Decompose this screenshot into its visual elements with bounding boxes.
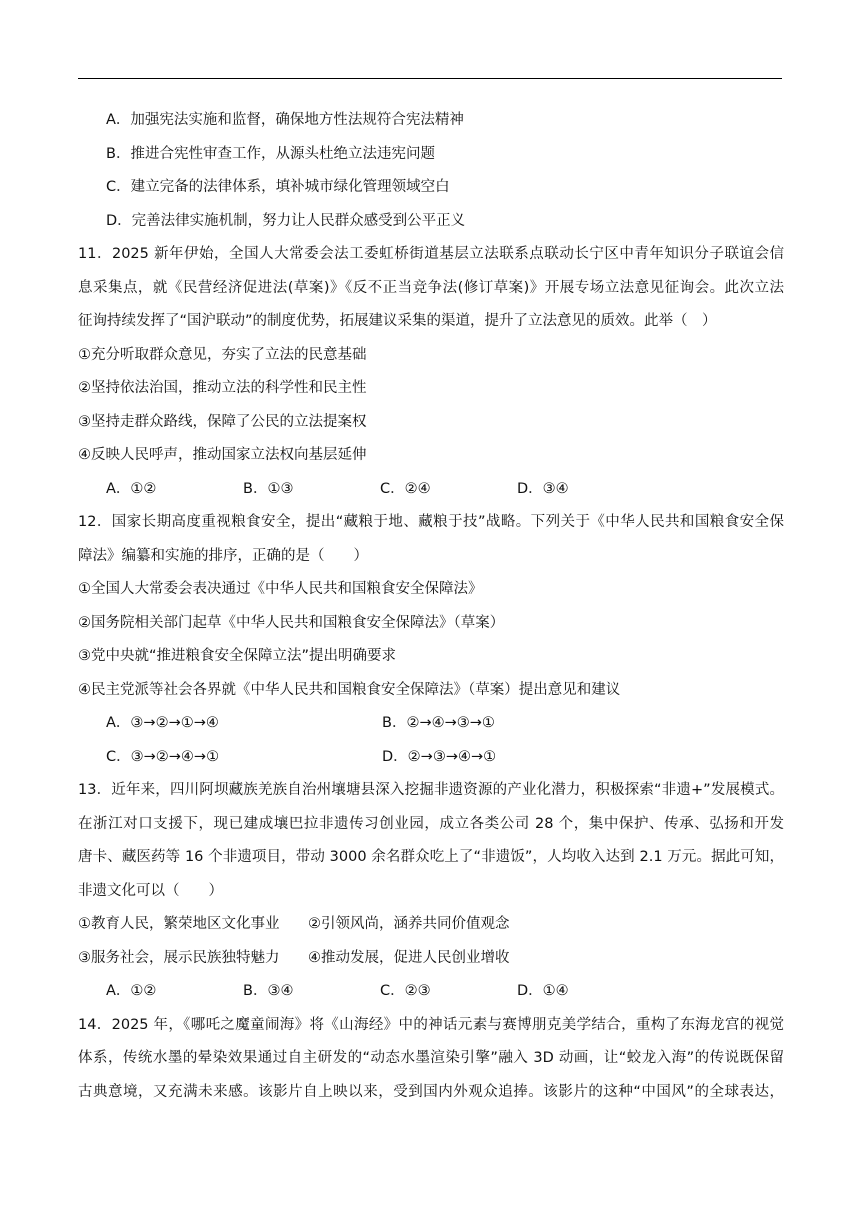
q12-item-1: ①全国人大常委会表决通过《中华人民共和国粮食安全保障法》 bbox=[78, 581, 483, 597]
exam-page bbox=[78, 104, 784, 1109]
q13-items-row-2 bbox=[78, 942, 784, 976]
q10-option-b[interactable]: B．推进合宪性审查工作，从源头杜绝立法违宪问题 bbox=[106, 145, 435, 162]
q13-item-4: ④推动发展，促进人民创业增收 bbox=[308, 949, 510, 966]
q10-option-c[interactable]: C．建立完备的法律体系，填补城市绿化管理领域空白 bbox=[106, 179, 450, 195]
q11-item-1: ①充分听取群众意见，夯实了立法的民意基础 bbox=[78, 346, 367, 363]
q13-choices bbox=[78, 975, 784, 1009]
q11-choice-c[interactable]: C．②④ bbox=[380, 480, 431, 497]
q13-stem-line-4: 非遗文化可以（ ） bbox=[78, 882, 223, 899]
q12-choices-row-1 bbox=[78, 707, 784, 741]
q13-item-3: ③服务社会，展示民族独特魅力 bbox=[78, 949, 280, 966]
q14-stem-line-1: 14．2025 年，《哪吒之魔童闹海》将《山海经》中的神话元素与赛博朋克美学结合，重构了东海龙宫的视觉 bbox=[78, 1016, 784, 1033]
q13-stem-line-3: 唐卡、藏医药等 16 个非遗项目，带动 3000 余名群众吃上了“非遗饭”，人均收入达到 2.1 万元。据此可知， bbox=[78, 849, 784, 865]
q12-stem-line-1: 12．国家长期高度重视粮食安全，提出“藏粮于地、藏粮于技”战略。下列关于《中华人民共和国粮食安全保 bbox=[78, 514, 784, 530]
q12-item-2: ②国务院相关部门起草《中华人民共和国粮食安全保障法》（草案） bbox=[78, 614, 505, 631]
q13-stem-line-2: 在浙江对口支援下，现已建成壤巴拉非遗传习创业园，成立各类公司 28 个，集中保护、传承、弘扬和开发 bbox=[78, 815, 784, 832]
q12-choice-a[interactable]: A．③→②→①→④ bbox=[106, 715, 219, 731]
q11-item-2: ②坚持依法治国，推动立法的科学性和民主性 bbox=[78, 380, 367, 396]
q11-stem-line-3: 征询持续发挥了“国沪联动”的制度优势，拓展建议采集的渠道，提升了立法意见的质效。此举（ ） bbox=[78, 313, 717, 329]
q10-option-d[interactable]: D．完善法律实施机制，努力让人民群众感受到公平正义 bbox=[106, 212, 466, 229]
q12-choices-row-2 bbox=[78, 741, 784, 775]
q11-choice-a[interactable]: A．①② bbox=[106, 480, 157, 497]
q11-choice-b[interactable]: B．①③ bbox=[243, 480, 294, 497]
q11-item-4: ④反映人民呼声，推动国家立法权向基层延伸 bbox=[78, 447, 367, 463]
q13-item-2: ②引领风尚，涵养共同价值观念 bbox=[308, 916, 510, 932]
q11-stem-line-2: 息采集点，就《民营经济促进法(草案)》《反不正当竞争法(修订草案)》开展专场立法意见征询会。此次立法 bbox=[78, 279, 784, 296]
q13-choice-d[interactable]: D．①④ bbox=[517, 983, 569, 999]
q13-stem-line-1: 13．近年来，四川阿坝藏族羌族自治州壤塘县深入挖掘非遗资源的产业化潜力，积极探索“非遗+”发展模式。 bbox=[78, 782, 784, 798]
header-rule bbox=[78, 78, 782, 79]
q12-stem-line-2: 障法》编纂和实施的排序，正确的是（ ） bbox=[78, 547, 368, 564]
q10-option-a[interactable]: A．加强宪法实施和监督，确保地方性法规符合宪法精神 bbox=[106, 112, 464, 128]
q12-choice-d[interactable]: D．②→③→④→① bbox=[382, 748, 497, 765]
q13-choice-b[interactable]: B．③④ bbox=[243, 983, 294, 999]
q11-choice-d[interactable]: D．③④ bbox=[517, 480, 569, 497]
q13-item-1: ①教育人民，繁荣地区文化事业 bbox=[78, 916, 280, 932]
q12-choice-c[interactable]: C．③→②→④→① bbox=[106, 748, 220, 765]
q14-stem-line-3: 古典意境，又充满未来感。该影片自上映以来，受到国内外观众追捧。该影片的这种“中国风”的全球表达， bbox=[78, 1083, 784, 1100]
q11-stem-line-1: 11．2025 新年伊始，全国人大常委会法工委虹桥街道基层立法联系点联动长宁区中青年知识分子联谊会信 bbox=[78, 246, 784, 262]
q12-item-3: ③党中央就“推进粮食安全保障立法”提出明确要求 bbox=[78, 648, 397, 664]
q13-items-row-1 bbox=[78, 908, 784, 942]
q12-choice-b[interactable]: B．②→④→③→① bbox=[382, 715, 495, 731]
q14-stem-line-2: 体系，传统水墨的晕染效果通过自主研发的“动态水墨渲染引擎”融入 3D 动画，让“蛟龙入海”的传说既保留 bbox=[78, 1050, 784, 1066]
q12-item-4: ④民主党派等社会各界就《中华人民共和国粮食安全保障法》（草案）提出意见和建议 bbox=[78, 681, 621, 698]
q13-choice-c[interactable]: C．②③ bbox=[380, 983, 431, 999]
q11-choices bbox=[78, 473, 784, 507]
q11-item-3: ③坚持走群众路线，保障了公民的立法提案权 bbox=[78, 413, 367, 430]
q13-choice-a[interactable]: A．①② bbox=[106, 983, 157, 999]
